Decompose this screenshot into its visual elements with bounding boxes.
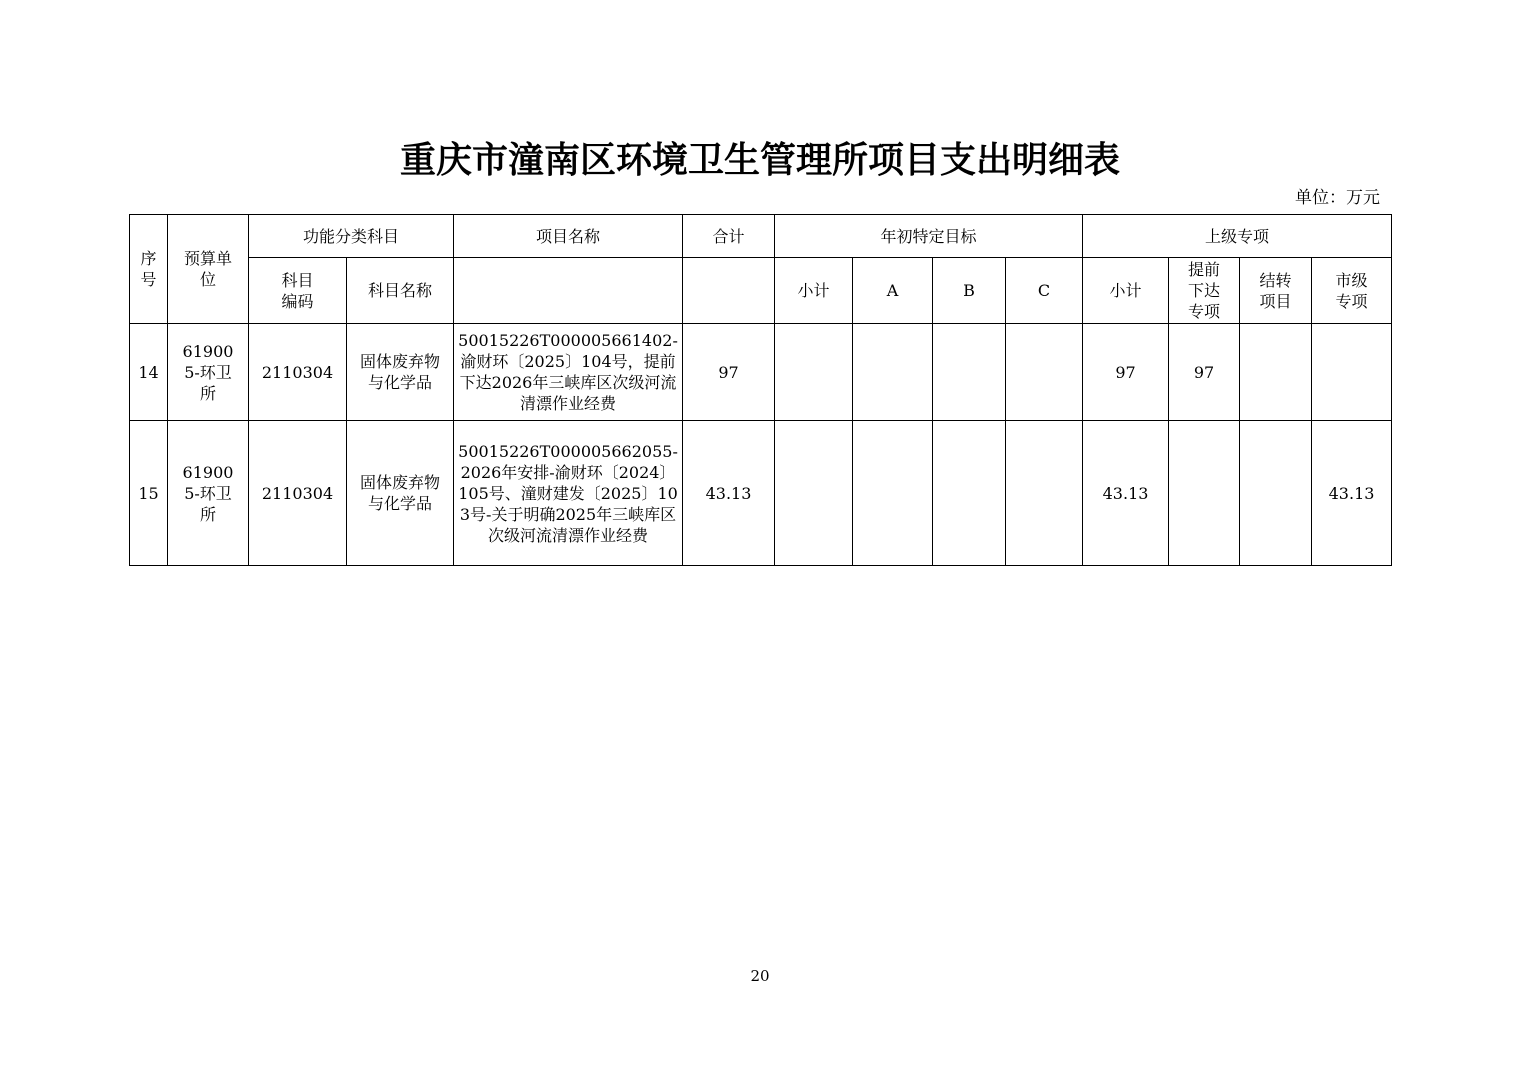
cell-carryover: [1240, 421, 1312, 566]
cell-subject-code: 2110304: [249, 421, 347, 566]
cell-total: 43.13: [683, 421, 775, 566]
page-title: 重庆市潼南区环境卫生管理所项目支出明细表: [399, 139, 1120, 181]
header-row-1: [130, 215, 1392, 258]
cell-city-special: [1312, 324, 1392, 421]
cell-budget-unit: 619005-环卫所: [168, 421, 249, 566]
cell-project-name: 50015226T000005661402-渝财环〔2025〕104号，提前下达2026年三峡库区次级河流清漂作业经费: [454, 324, 683, 421]
expenditure-detail-table: [129, 214, 1392, 566]
header-total-blank: [683, 258, 775, 324]
cell-annual-subtotal: [775, 324, 853, 421]
cell-subject-name: 固体废弃物与化学品: [347, 324, 454, 421]
header-b: B: [933, 258, 1006, 324]
header-total: 合计: [683, 215, 775, 258]
header-subject-name: 科目名称: [347, 258, 454, 324]
header-seq: 序号: [130, 215, 168, 324]
cell-advance-special: 97: [1169, 324, 1240, 421]
header-function-classification: 功能分类科目: [249, 215, 454, 258]
header-c: C: [1006, 258, 1083, 324]
cell-b: [933, 324, 1006, 421]
header-city-special: 市级专项: [1312, 258, 1392, 324]
header-superior-subtotal: 小计: [1083, 258, 1169, 324]
cell-superior-subtotal: 97: [1083, 324, 1169, 421]
cell-c: [1006, 421, 1083, 566]
header-a: A: [853, 258, 933, 324]
cell-subject-code: 2110304: [249, 324, 347, 421]
cell-c: [1006, 324, 1083, 421]
cell-a: [853, 324, 933, 421]
header-project-name-blank: [454, 258, 683, 324]
header-budget-unit: 预算单位: [168, 215, 249, 324]
header-row-2: [130, 258, 1392, 324]
cell-subject-name: 固体废弃物与化学品: [347, 421, 454, 566]
header-annual-target: 年初特定目标: [775, 215, 1083, 258]
header-superior-special: 上级专项: [1083, 215, 1392, 258]
cell-seq: 14: [130, 324, 168, 421]
cell-advance-special: [1169, 421, 1240, 566]
cell-superior-subtotal: 43.13: [1083, 421, 1169, 566]
cell-annual-subtotal: [775, 421, 853, 566]
cell-city-special: 43.13: [1312, 421, 1392, 566]
cell-project-name: 50015226T000005662055-2026年安排-渝财环〔2024〕105号、潼财建发〔2025〕103号-关于明确2025年三峡库区次级河流清漂作业经费: [454, 421, 683, 566]
table-row: [130, 324, 1392, 421]
table-row: [130, 421, 1392, 566]
cell-budget-unit: 619005-环卫所: [168, 324, 249, 421]
header-advance-special: 提前下达专项: [1169, 258, 1240, 324]
unit-label: 单位：万元: [1295, 188, 1380, 208]
cell-a: [853, 421, 933, 566]
header-carryover: 结转项目: [1240, 258, 1312, 324]
header-annual-subtotal: 小计: [775, 258, 853, 324]
page-number: 20: [750, 967, 770, 985]
cell-b: [933, 421, 1006, 566]
header-project-name: 项目名称: [454, 215, 683, 258]
cell-total: 97: [683, 324, 775, 421]
header-subject-code: 科目编码: [249, 258, 347, 324]
cell-carryover: [1240, 324, 1312, 421]
cell-seq: 15: [130, 421, 168, 566]
